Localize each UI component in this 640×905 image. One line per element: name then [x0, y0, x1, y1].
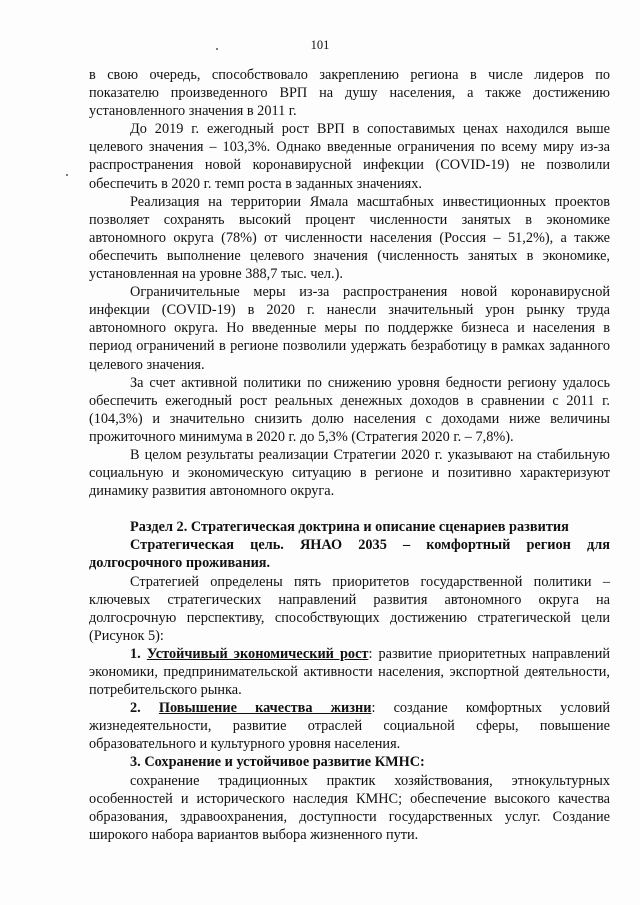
paragraph: в свою очередь, способствовало закреплению региона в числе лидеров по показателю произведенного ВРП на душу населения, а также достижению установленного значения в 2011 г. — [89, 67, 610, 120]
strategic-goal: Стратегическая цель. ЯНАО 2035 – комфортный регион для долгосрочного проживания. — [89, 537, 610, 572]
priority-number: 3. — [130, 754, 141, 771]
page-number: 101 — [310, 38, 330, 52]
priority-text: : развитие приоритетных направлений экономики, предпринимательской активности населения, экспортной деятельности, потребительского рынка. — [89, 645, 610, 699]
paragraph: Реализация на территории Ямала масштабных инвестиционных проектов позволяет сохранять высокий процент численности занятых в экономике автономного округа (78%) от численности населения (Россия – 51,2%), а также обеспечить выполнение целевого значения (численность занятых в экономике, установленная на уровне 388,7 тыс. чел.). — [89, 193, 610, 283]
section-heading: Раздел 2. Стратегическая доктрина и описание сценариев развития — [130, 519, 569, 536]
spacer — [89, 500, 610, 518]
priority-item — [89, 645, 610, 699]
paragraph: Ограничительные меры из-за распространения новой коронавирусной инфекции (COVID-19) в 2020 г. нанесли значительный урон рынку труда автономного округа. Но введенные меры по поддержке бизнеса и населения в период ограничений в регионе позволили удержать безработицу в рамках заданного целевого значения. — [89, 284, 610, 373]
scan-speck — [216, 48, 218, 50]
priority-title: Сохранение и устойчивое развитие КМНС: — [144, 754, 425, 771]
document-body — [89, 66, 610, 844]
priority-number: 1. — [130, 645, 141, 662]
priorities-intro: Стратегией определены пять приоритетов государственной политики – ключевых стратегических направлений развития автономного округа на долгосрочную перспективу, способствующих достижению стратегической цели (Рисунок 5): — [89, 573, 610, 644]
paragraph: В целом результаты реализации Стратегии 2020 г. указывают на стабильную социальную и экономическую ситуацию в регионе и позитивно характеризуют динамику развития автономного округа. — [89, 446, 610, 500]
priority-title: Повышение качества жизни — [158, 700, 372, 717]
paragraph: За счет активной политики по снижению уровня бедности региону удалось обеспечить ежегодный рост реальных денежных доходов в сравнении с 2011 г. (104,3%) и значительно снизить долю населения с доходами ниже величины прожиточного минимума в 2020 г. до 5,3% (Стратегия 2020 г. – 7,8%). — [89, 374, 610, 445]
priority-text: сохранение традиционных практик хозяйствования, этнокультурных особенностей и исторического наследия КМНС; обеспечение высокого качества образования, здравоохранения, доступности государственных услуг. Создание широкого набора вариантов выбора жизненного пути. — [89, 772, 610, 843]
priority-number: 2. — [130, 700, 141, 717]
priority-text: : создание комфортных условий жизнедеятельности, развитие отраслей социальной сферы, повышение образовательного и культурного уровня населения. — [89, 700, 610, 753]
scan-speck — [66, 174, 68, 176]
priority-title: Устойчивый экономический рост — [146, 645, 369, 662]
paragraph: До 2019 г. ежегодный рост ВРП в сопоставимых ценах находился выше целевого значения – 103,3%. Однако введенные ограничения по всему миру из-за распространения новой коронавирусной инфекции (COVID-19) не позволили обеспечить в 2020 г. темп роста в заданных значениях. — [89, 121, 610, 192]
priority-item — [89, 699, 610, 753]
priority-heading — [89, 753, 610, 771]
